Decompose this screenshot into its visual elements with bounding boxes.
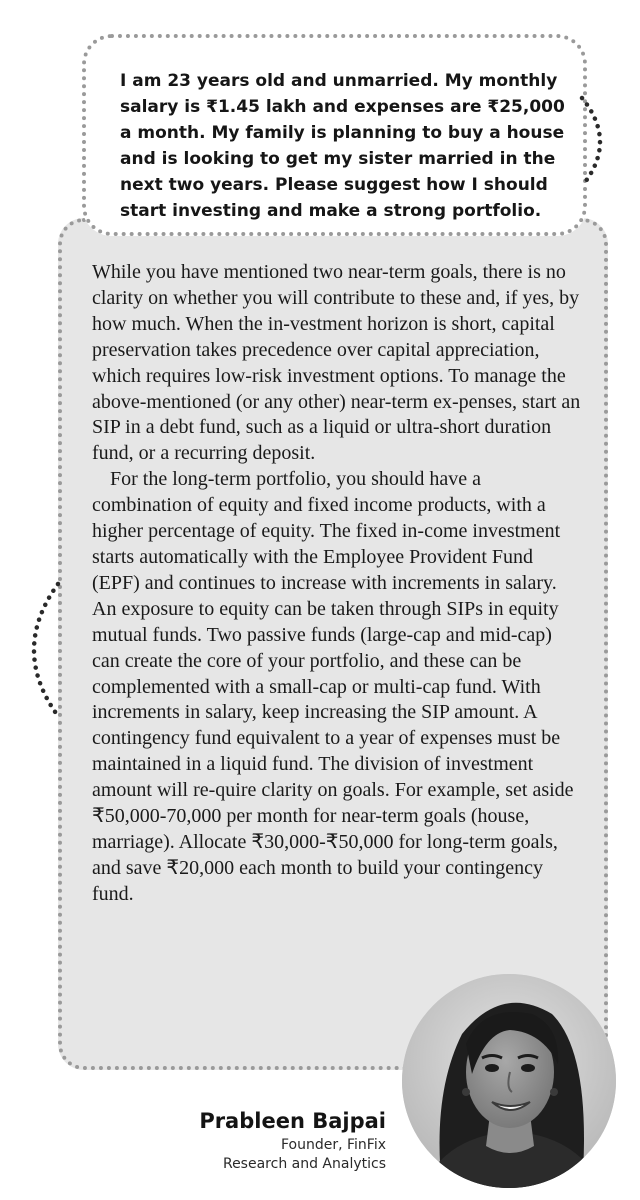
answer-paragraph: While you have mentioned two near-term goals, there is no clarity on whether you will contribute to these and, if yes, by how much. When the in-vestment horizon is short, capital preservation takes precedence over capital appreciation, which requires low-risk investment options. To manage the above-mentioned (or any other) near-term ex-penses, start an SIP in a debt fund, such as a liquid or ultra-short duration fund, or a recurring deposit. bbox=[92, 261, 581, 465]
author-title bbox=[223, 1136, 386, 1174]
author-name: Prableen Bajpai bbox=[199, 1109, 386, 1133]
author-photo bbox=[402, 974, 616, 1188]
answer-paragraph: For the long-term portfolio, you should have a combination of equity and fixed income products, with a higher percentage of equity. The fixed in-come investment starts automatically with the Employee Provident Fund (EPF) and continues to increase with increments in salary. An exposure to equity can be taken through SIPs in equity mutual funds. Two passive funds (large-cap and mid-cap) can create the core of your portfolio, and these can be complemented with a small-cap or multi-cap fund. With increments in salary, keep increasing the SIP amount. A contingency fund equivalent to a year of expenses must be maintained in a liquid fund. The division of investment amount will re-quire clarity on goals. For example, set aside ₹50,000-70,000 per month for near-term goals (house, marriage). Allocate ₹30,000-₹50,000 for long-term goals, and save ₹20,000 each month to build your contingency fund. bbox=[92, 468, 574, 905]
author-portrait-icon bbox=[402, 974, 616, 1188]
author-title-line: Research and Analytics bbox=[222, 1156, 386, 1172]
answer-body bbox=[92, 260, 582, 908]
question-box bbox=[82, 34, 587, 236]
question-text: I am 23 years old and unmarried. My monthly salary is ₹1.45 lakh and expenses are ₹25,000 a month. My family is planning to buy a house and is looking to get my sister married in the next two years. Please suggest how I should start investing and make a strong portfolio. bbox=[120, 71, 565, 221]
author-title-line: Founder, FinFix bbox=[280, 1137, 386, 1153]
dotted-arc-decoration-icon bbox=[16, 578, 62, 722]
dotted-arc-decoration-icon bbox=[578, 92, 622, 192]
answer-box bbox=[58, 218, 608, 1070]
